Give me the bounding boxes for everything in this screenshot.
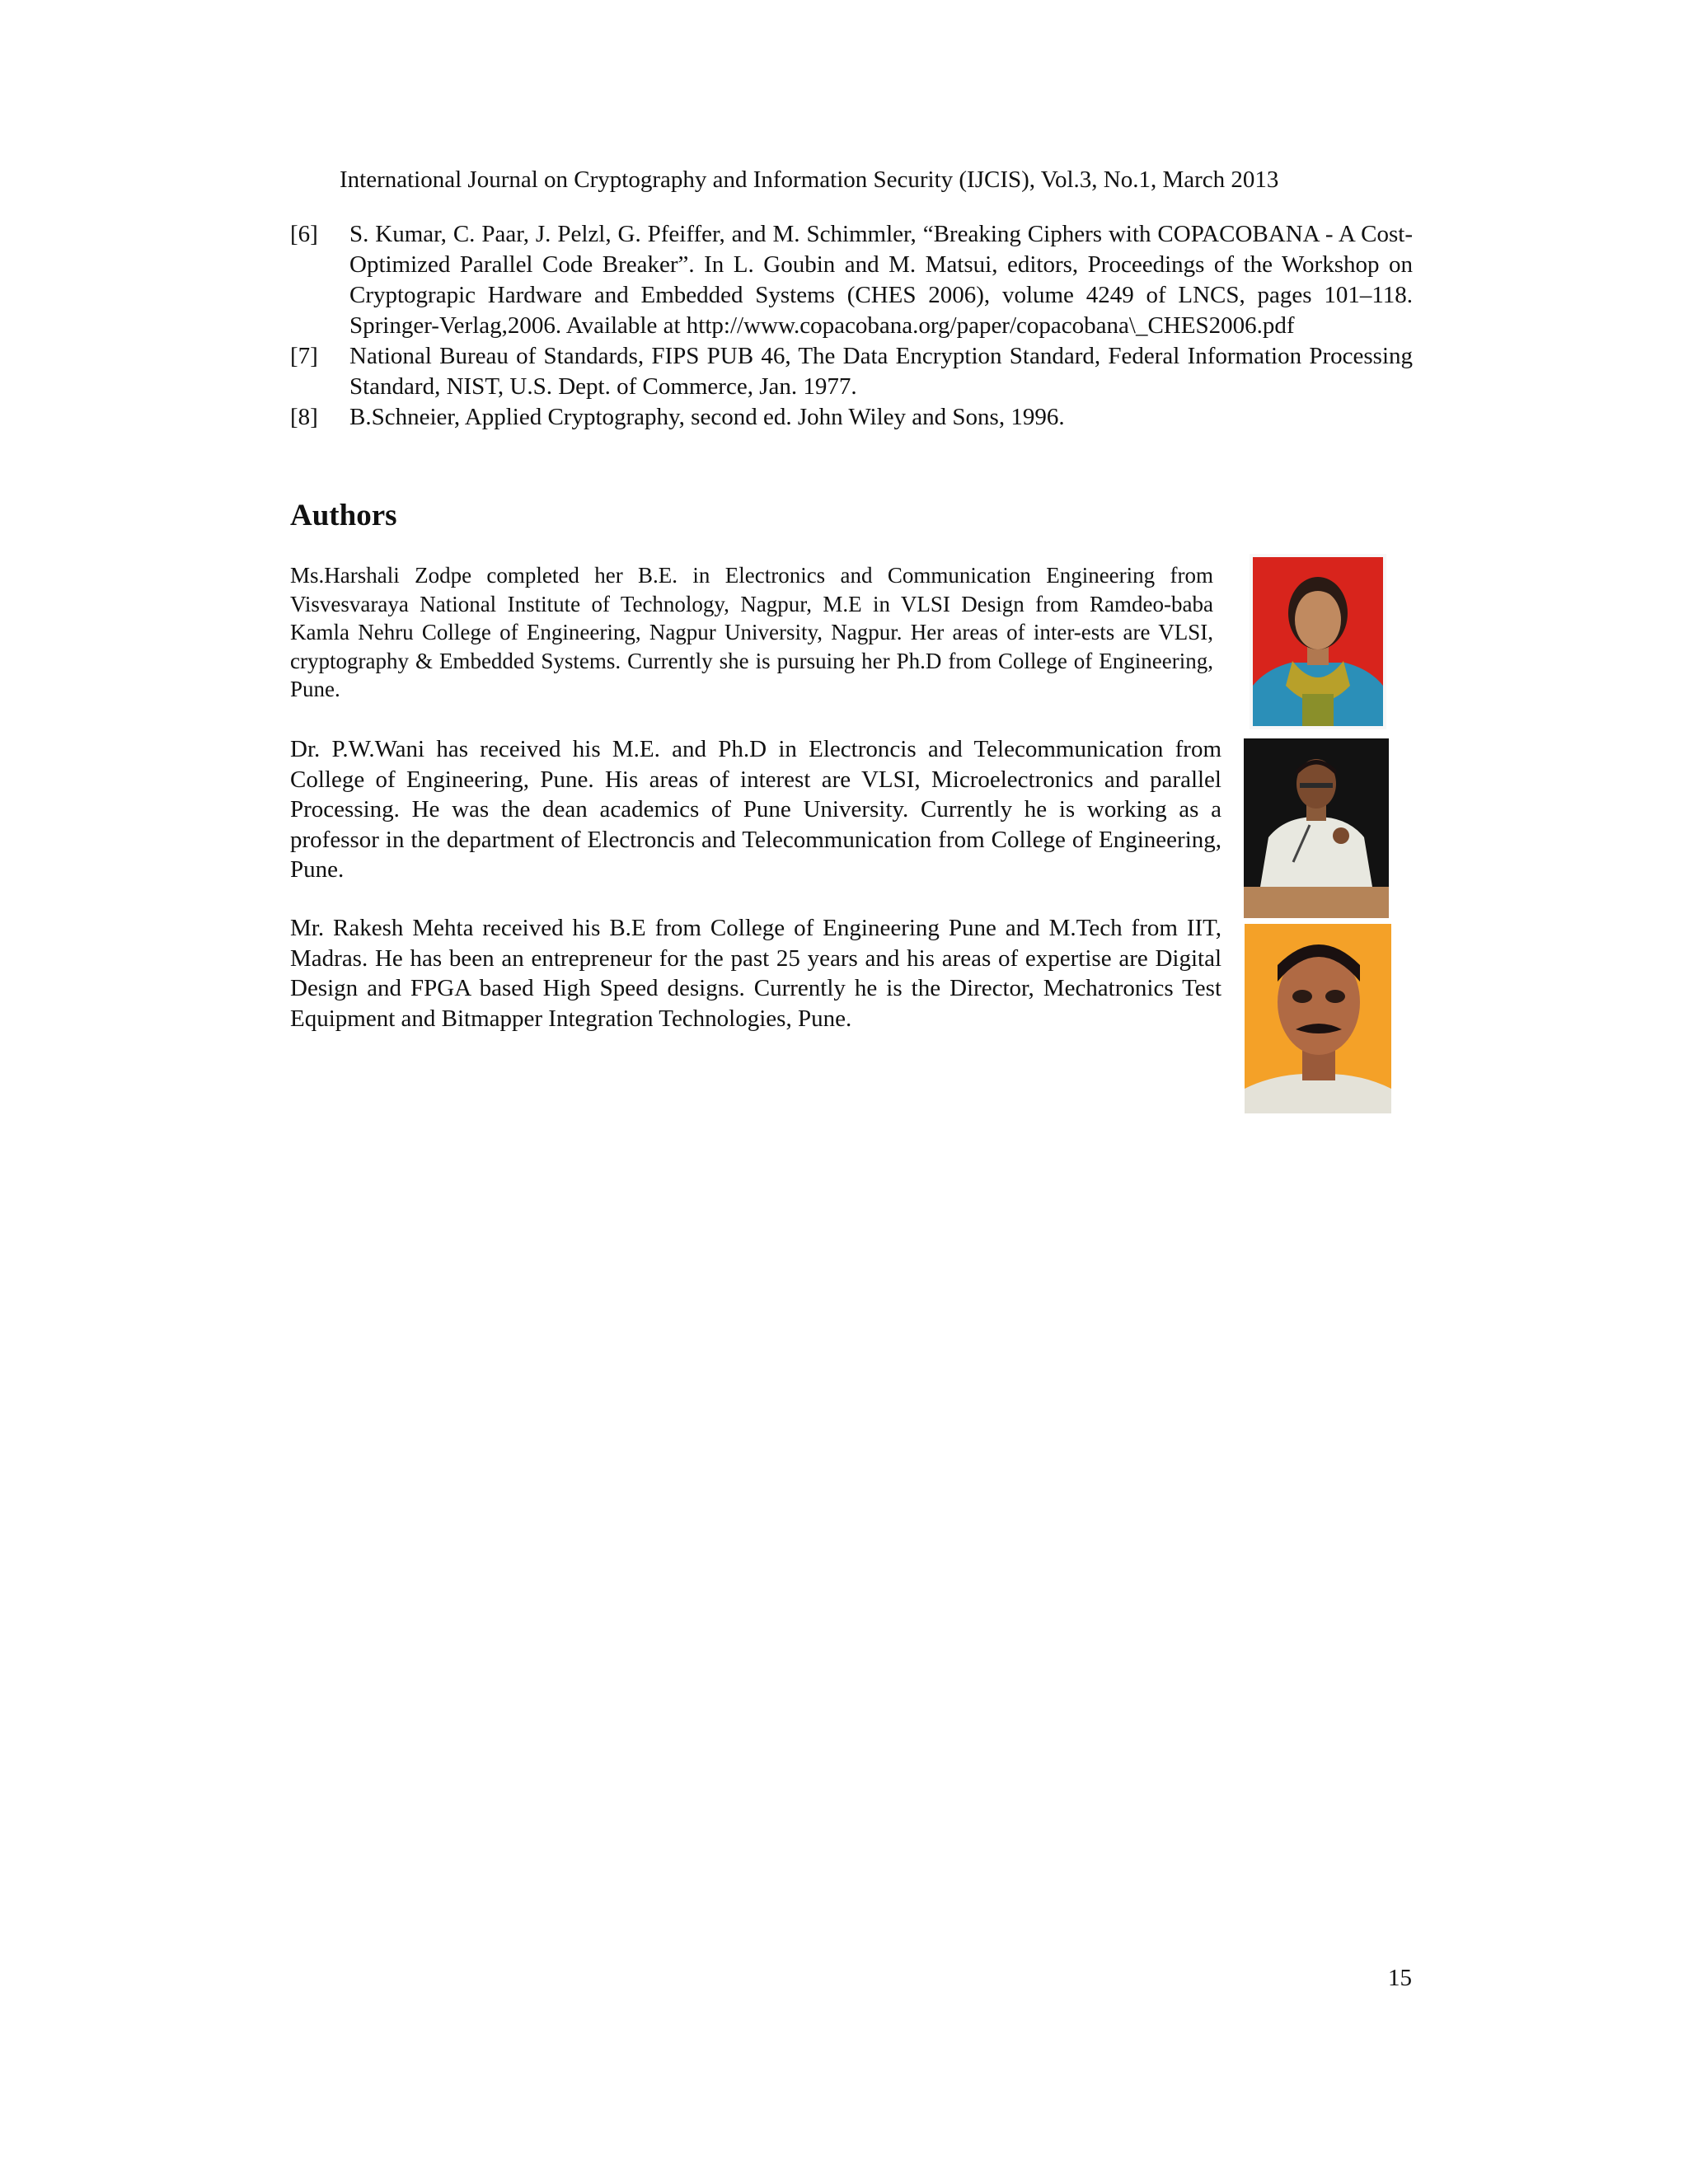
- reference-number: [7]: [290, 343, 318, 369]
- author-photo-wani: [1244, 738, 1389, 918]
- author-bio-wani: Dr. P.W.Wani has received his M.E. and Ph.D in Electroncis and Telecommunication from College of Engineering, Pune. His areas of interest are VLSI, Microelectronics and parallel Processing. He was the dean academics of Pune University. Currently he is working as a professor in the department of Electroncis and Telecommunication from College of Engineering, Pune.: [290, 736, 1221, 883]
- reference-text: National Bureau of Standards, FIPS PUB 46, The Data Encryption Standard, Federal Information Processing Standard, NIST, U.S. Dept. of Commerce, Jan. 1977.: [349, 343, 1413, 400]
- page-number: 15: [1388, 1965, 1412, 1991]
- reference-item: [290, 219, 1413, 341]
- reference-number: [6]: [290, 221, 318, 247]
- reference-item: [290, 402, 1413, 433]
- reference-number: [8]: [290, 404, 318, 430]
- author-bio-zodpe: Ms.Harshali Zodpe completed her B.E. in Electronics and Communication Engineering from Visvesvaraya National Institute of Technology, Nagpur, M.E in VLSI Design from Ramdeo-baba Kamla Nehru College of Engineering, Nagpur University, Nagpur. Her areas of inter-ests are VLSI, cryptography & Embedded Systems. Currently she is pursuing her Ph.D from College of Engineering, Pune.: [290, 563, 1213, 701]
- author-photo-zodpe: [1250, 554, 1386, 729]
- reference-text: S. Kumar, C. Paar, J. Pelzl, G. Pfeiffer, and M. Schimmler, “Breaking Ciphers with COPACOBANA - A Cost-Optimized Parallel Code Breaker”. In L. Goubin and M. Matsui, editors, Proceedings of the Workshop on Cryptograpic Hardware and Embedded Systems (CHES 2006), volume 4249 of LNCS, pages 101–118. Springer-Verlag,2006. Available at http://www.copacobana.org/paper/copacobana\_CHES2006.pdf: [349, 221, 1413, 339]
- author-photo-mehta: [1245, 924, 1391, 1113]
- journal-header: International Journal on Cryptography and Information Security (IJCIS), Vol.3, No.1, March 2013: [340, 166, 1279, 193]
- reference-text: B.Schneier, Applied Cryptography, second ed. John Wiley and Sons, 1996.: [349, 404, 1065, 430]
- reference-list: [290, 219, 1413, 433]
- reference-item: [290, 341, 1413, 402]
- authors-heading: Authors: [290, 499, 397, 532]
- author-bio-mehta: Mr. Rakesh Mehta received his B.E from College of Engineering Pune and M.Tech from IIT, Madras. He has been an entrepreneur for the past 25 years and his areas of expertise are Digital Design and FPGA based High Speed designs. Currently he is the Director, Mechatronics Test Equipment and Bitmapper Integration Technologies, Pune.: [290, 915, 1221, 1032]
